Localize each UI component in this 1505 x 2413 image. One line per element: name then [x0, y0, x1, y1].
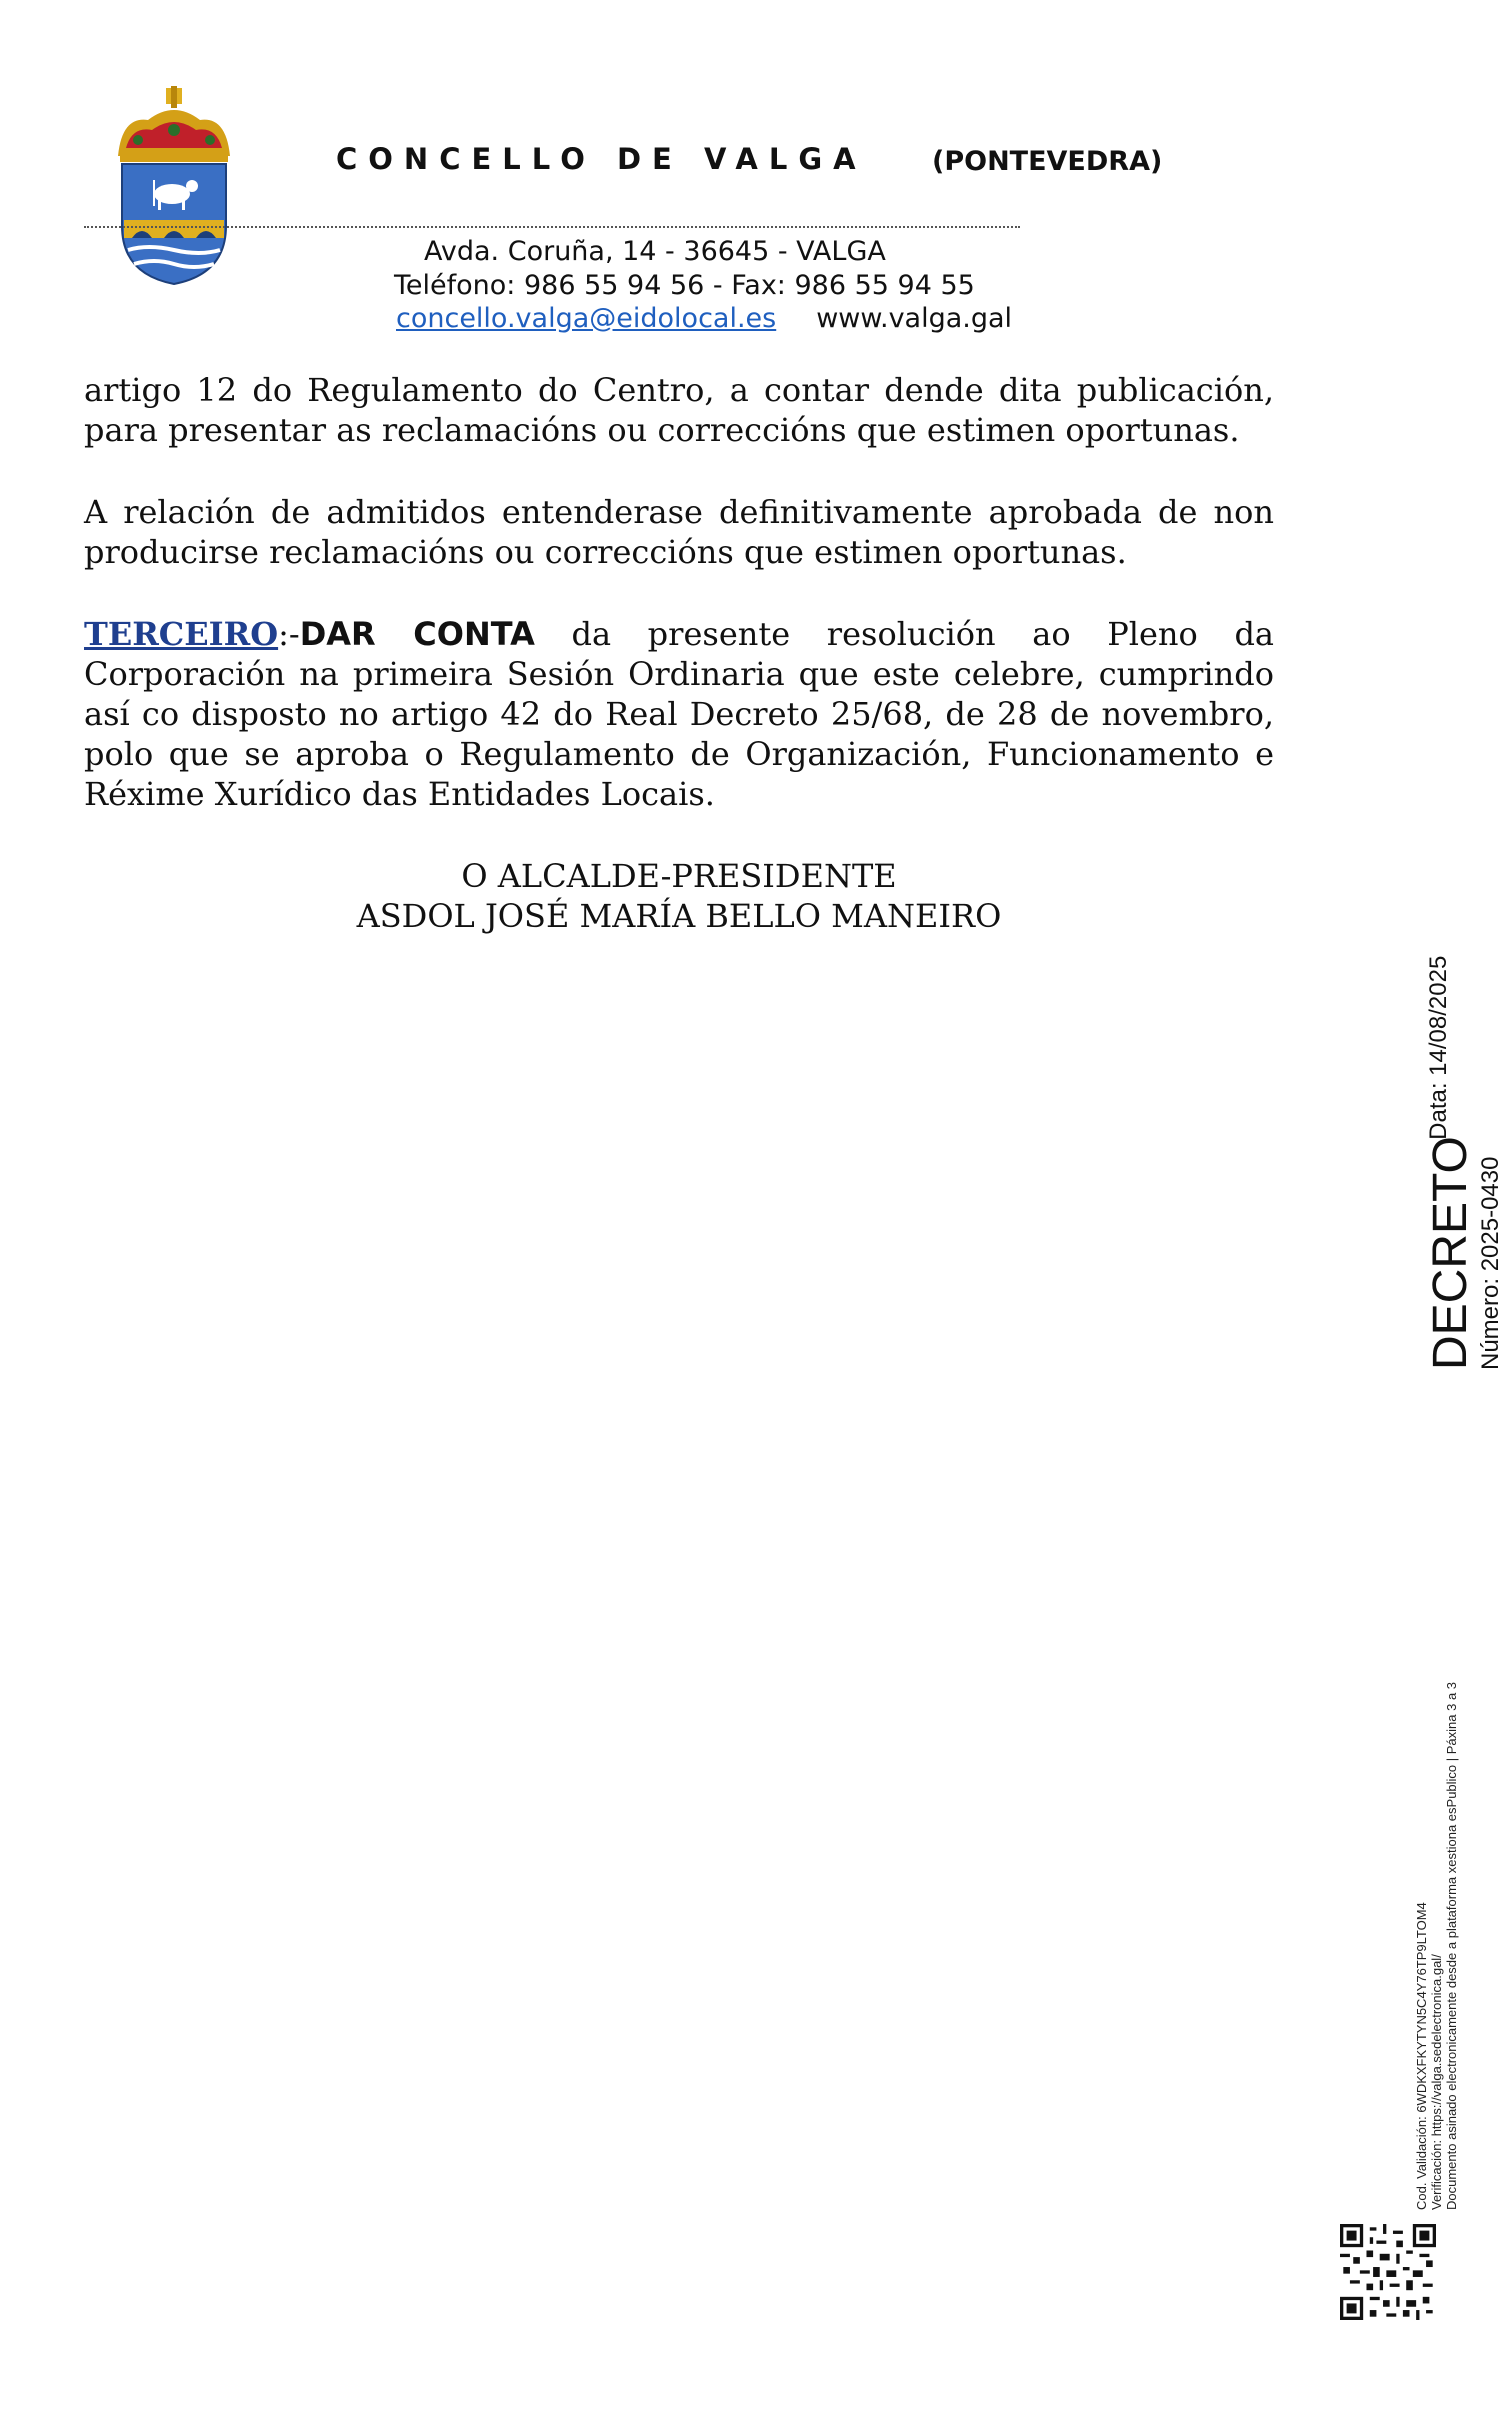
paragraph-3-text: da presente resolución ao Pleno da Corporación na primeira Sesión Ordinaria que este celebre, cumprindo así co disposto no artigo 42 do Real Decreto 25/68, de 28 de novembro, polo que se aproba o Regulamento de Organización, Funcionamento e Réxime Xurídico das Entidades Locais.: [84, 615, 1275, 813]
section-separator: :-: [278, 615, 300, 653]
signature-block: [84, 856, 1274, 936]
paragraph-1-text: artigo 12 do Regulamento do Centro, a contar dende dita publicación, para presentar as reclamacións ou correccións que estimen oportunas.: [84, 371, 1274, 449]
email-link[interactable]: concello.valga@eidolocal.es: [396, 303, 777, 334]
dar-conta-emphasis: DAR CONTA: [299, 615, 535, 653]
decree-number: Número: 2025-0430: [1477, 1156, 1504, 1370]
qr-code: [1340, 2224, 1436, 2320]
signatory-name: ASDOL JOSÉ MARÍA BELLO MANEIRO: [356, 897, 1002, 935]
website-text: www.valga.gal: [816, 303, 1013, 334]
signed-note: Documento asinado electronicamente desde a plataforma xestiona esPublico | Páxina 3 a 3: [1444, 1681, 1459, 2210]
paragraph-3: [84, 614, 1274, 814]
verification-url[interactable]: Verificación: https://valga.sedelectronica.gal/: [1429, 1954, 1444, 2210]
province-label: (PONTEVEDRA): [932, 146, 1163, 177]
validation-code: Cod. Validación: 6WDKXFKYTYN5C4Y76TP9LTOM4: [1414, 1902, 1429, 2210]
municipality-title: CONCELLO DE VALGA: [336, 142, 867, 176]
decree-type: DECRETO: [1424, 1136, 1477, 1370]
paragraph-2-text: A relación de admitidos entenderase definitivamente aprobada de non producirse reclamacións ou correccións que estimen oportunas.: [84, 493, 1274, 571]
signatory-role: O ALCALDE-PRESIDENTE: [461, 857, 897, 895]
decree-date: Data: 14/08/2025: [1425, 955, 1452, 1140]
address-line: Avda. Coruña, 14 - 36645 - VALGA: [424, 236, 886, 267]
phone-fax-line: Teléfono: 986 55 94 56 - Fax: 986 55 94 55: [394, 270, 975, 301]
valga-coat-of-arms-logo: [108, 86, 240, 286]
section-label-terceiro: TERCEIRO: [84, 615, 279, 653]
paragraph-2: [84, 492, 1274, 572]
contact-links: [396, 303, 1012, 334]
header-divider: [84, 226, 1020, 228]
paragraph-1: [84, 370, 1274, 450]
